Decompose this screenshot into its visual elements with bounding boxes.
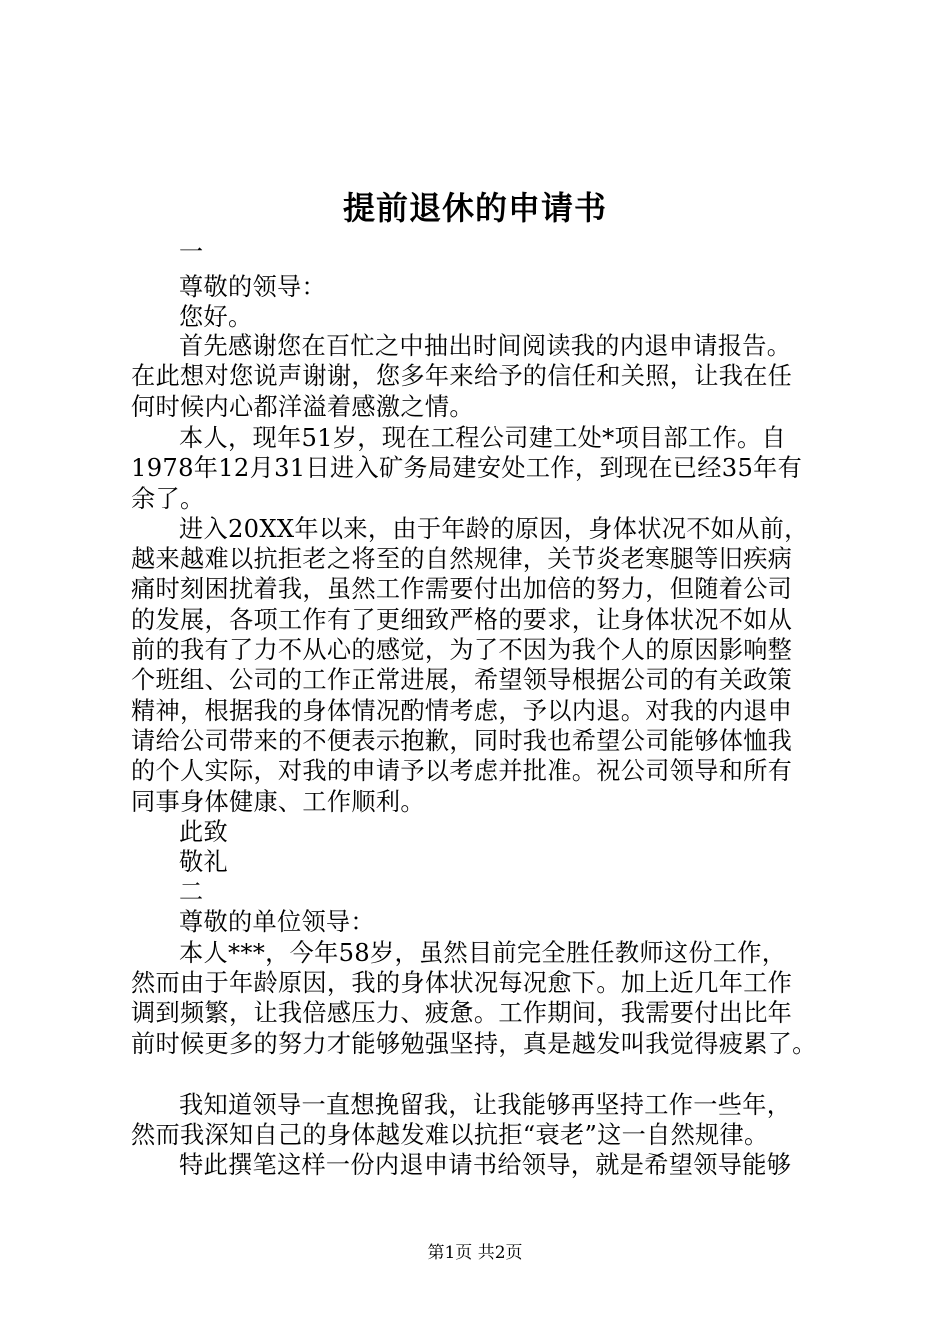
paragraph-line: 的个人实际，对我的申请予以考虑并批准。祝公司领导和所有 [131,757,793,785]
document-title: 提前退休的申请书 [342,189,607,227]
greeting: 您好。 [179,303,253,331]
page-footer: 第1页 共2页 [427,1243,523,1263]
paragraph-line: 个班组、公司的工作正常进展，希望领导根据公司的有关政策 [131,666,793,694]
paragraph-line: 同事身体健康、工作顺利。 [131,788,425,816]
paragraph-line: 特此撰笔这样一份内退申请书给领导，就是希望领导能够 [179,1151,792,1179]
paragraph-line: 调到频繁，让我倍感压力、疲惫。工作期间，我需要付出比年 [131,999,793,1027]
salutation: 尊敬的领导： [179,273,326,301]
paragraph-line: 前时候更多的努力才能够勉强坚持，真是越发叫我觉得疲累了。 [131,1030,817,1058]
paragraph-line: 本人***，今年58岁，虽然目前完全胜任教师这份工作， [179,939,787,967]
paragraph-line: 痛时刻困扰着我，虽然工作需要付出加倍的努力，但随着公司 [131,575,793,603]
paragraph-line: 何时候内心都洋溢着感激之情。 [131,393,474,421]
salutation: 尊敬的单位领导： [179,908,375,936]
paragraph-line: 本人，现年51岁，现在工程公司建工处*项目部工作。自 [179,424,786,452]
paragraph-line: 精神，根据我的身体情况酌情考虑，予以内退。对我的内退申 [131,697,793,725]
closing-line: 敬礼 [179,848,228,876]
paragraph-line: 我知道领导一直想挽留我，让我能够再坚持工作一些年， [179,1091,792,1119]
paragraph-line: 然而由于年龄原因，我的身体状况每况愈下。加上近几年工作 [131,969,793,997]
paragraph-line: 前的我有了力不从心的感觉，为了不因为我个人的原因影响整 [131,636,793,664]
paragraph-line: 1978年12月31日进入矿务局建安处工作，到现在已经35年有 [131,454,803,482]
section-marker-one: 一 [179,238,204,266]
paragraph-line: 进入20XX年以来，由于年龄的原因，身体状况不如从前， [179,515,809,543]
paragraph-line: 首先感谢您在百忙之中抽出时间阅读我的内退申请报告。 [179,332,792,360]
section-marker-two: 二 [179,878,204,906]
paragraph-line: 的发展，各项工作有了更细致严格的要求，让身体状况不如从 [131,606,793,634]
paragraph-line: 在此想对您说声谢谢，您多年来给予的信任和关照，让我在任 [131,362,793,390]
paragraph-line: 请给公司带来的不便表示抱歉，同时我也希望公司能够体恤我 [131,727,793,755]
closing-line: 此致 [179,818,228,846]
paragraph-line: 余了。 [131,485,205,513]
paragraph-line: 然而我深知自己的身体越发难以抗拒“衰老”这一自然规律。 [131,1121,769,1149]
paragraph-line: 越来越难以抗拒老之将至的自然规律，关节炎老寒腿等旧疾病 [131,545,793,573]
